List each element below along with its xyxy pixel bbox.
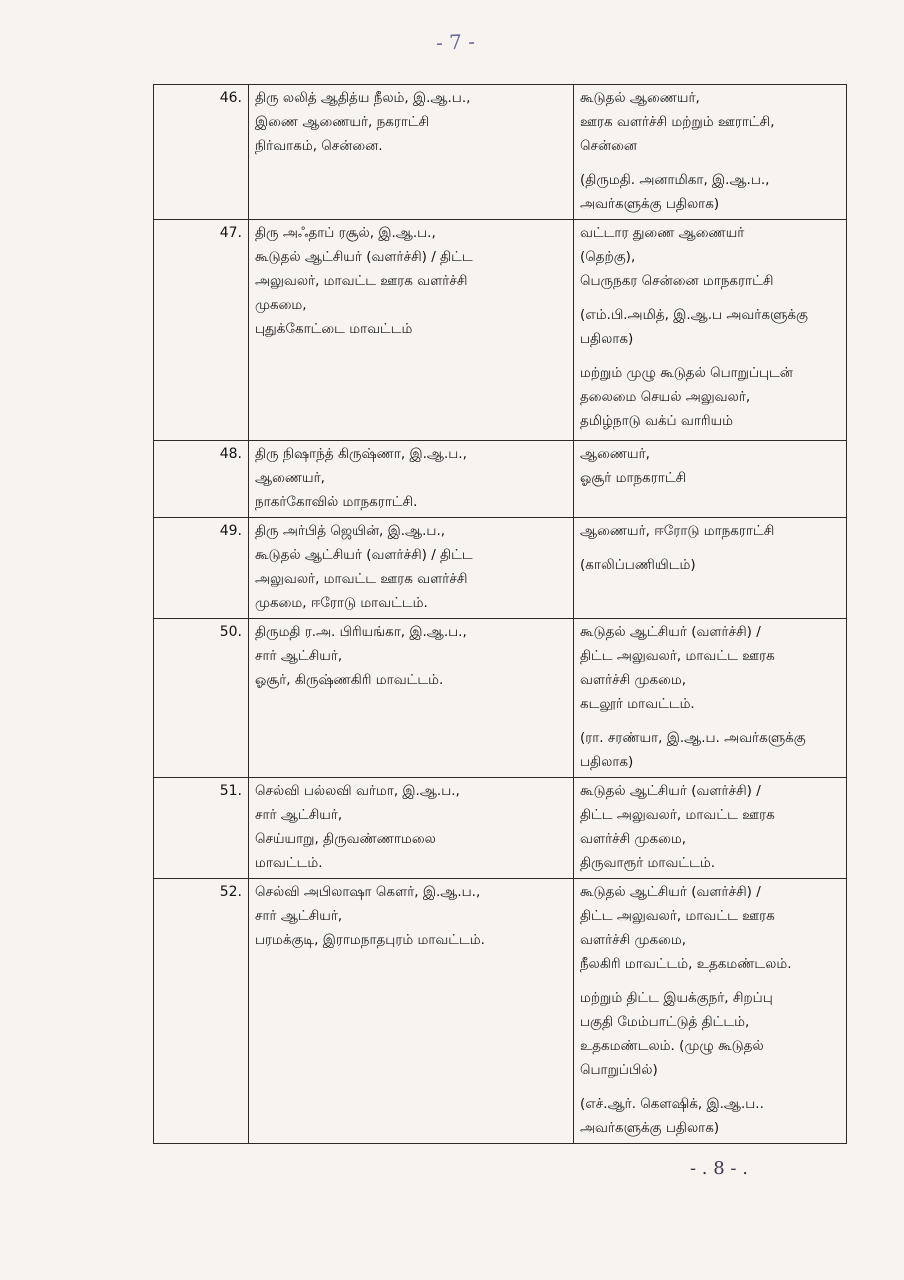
serial-number: 48. xyxy=(154,441,249,518)
posting-line: (தெற்கு), xyxy=(580,249,636,265)
posting-line: பொறுப்பில்) xyxy=(580,1062,658,1078)
officer-line: பரமக்குடி, இராமநாதபுரம் மாவட்டம். xyxy=(255,932,485,948)
officer-line: சார் ஆட்சியர், xyxy=(255,908,343,924)
officer-line: மாவட்டம். xyxy=(255,855,323,871)
posting-line: திட்ட அலுவலர், மாவட்ட ஊரக xyxy=(580,648,775,664)
officer-line: செய்யாறு, திருவண்ணாமலை xyxy=(255,831,436,847)
posting-line: மற்றும் திட்ட இயக்குநர், சிறப்பு xyxy=(580,990,773,1006)
officer-line: நிர்வாகம், சென்னை. xyxy=(255,138,383,154)
posting-line: வட்டார துணை ஆணையர் xyxy=(580,225,745,241)
posting-cell xyxy=(574,619,847,778)
posting-cell xyxy=(574,220,847,441)
posting-line: ஆணையர், xyxy=(580,446,650,462)
posting-cell xyxy=(574,85,847,220)
officer-line: புதுக்கோட்டை மாவட்டம் xyxy=(255,321,413,337)
serial-number: 52. xyxy=(154,879,249,1144)
officer-line: இணை ஆணையர், நகராட்சி xyxy=(255,114,430,130)
serial-number: 47. xyxy=(154,220,249,441)
transfer-table-body xyxy=(154,85,847,1144)
posting-cell xyxy=(574,518,847,619)
officer-line: முகமை, xyxy=(255,297,307,313)
posting-line: மற்றும் முழு கூடுதல் பொறுப்புடன் xyxy=(580,365,793,381)
officer-cell xyxy=(249,879,574,1144)
posting-line: திருவாரூர் மாவட்டம். xyxy=(580,855,716,871)
table-row xyxy=(154,85,847,220)
table-row xyxy=(154,619,847,778)
posting-line: ஆணையர், ஈரோடு மாநகராட்சி xyxy=(580,523,775,539)
posting-line: உதகமண்டலம். (முழு கூடுதல் xyxy=(580,1038,764,1054)
posting-line: கடலூர் மாவட்டம். xyxy=(580,696,695,712)
serial-number: 46. xyxy=(154,85,249,220)
posting-cell xyxy=(574,879,847,1144)
officer-cell xyxy=(249,220,574,441)
posting-line: தமிழ்நாடு வக்ப் வாரியம் xyxy=(580,413,734,429)
posting-line: அவர்களுக்கு பதிலாக) xyxy=(580,1120,720,1136)
officer-cell xyxy=(249,518,574,619)
posting-line: (ரா. சரண்யா, இ.ஆ.ப. அவர்களுக்கு xyxy=(580,730,806,746)
posting-line: ஓசூர் மாநகராட்சி xyxy=(580,470,687,486)
transfer-table xyxy=(153,84,847,1144)
posting-line: வளர்ச்சி முகமை, xyxy=(580,831,687,847)
officer-line: ஓசூர், கிருஷ்ணகிரி மாவட்டம். xyxy=(255,672,444,688)
officer-cell xyxy=(249,778,574,879)
paragraph-gap xyxy=(580,158,840,168)
posting-line: திட்ட அலுவலர், மாவட்ட ஊரக xyxy=(580,908,775,924)
posting-line: கூடுதல் ஆட்சியர் (வளர்ச்சி) / xyxy=(580,884,761,900)
serial-number: 49. xyxy=(154,518,249,619)
officer-line: சார் ஆட்சியர், xyxy=(255,648,343,664)
paragraph-gap xyxy=(580,716,840,726)
paragraph-gap xyxy=(580,543,840,553)
officer-line: நாகர்கோவில் மாநகராட்சி. xyxy=(255,494,418,510)
posting-line: கூடுதல் ஆணையர், xyxy=(580,90,700,106)
posting-line: பெருநகர சென்னை மாநகராட்சி xyxy=(580,273,774,289)
table-row xyxy=(154,441,847,518)
table-row xyxy=(154,518,847,619)
officer-line: செல்வி அபிலாஷா கௌர், இ.ஆ.ப., xyxy=(255,884,481,900)
posting-cell xyxy=(574,441,847,518)
officer-line: முகமை, ஈரோடு மாவட்டம். xyxy=(255,595,428,611)
table-row xyxy=(154,879,847,1144)
officer-line: திரு அஃதாப் ரசூல், இ.ஆ.ப., xyxy=(255,225,436,241)
posting-line: அவர்களுக்கு பதிலாக) xyxy=(580,196,720,212)
officer-line: திரு நிஷாந்த் கிருஷ்ணா, இ.ஆ.ப., xyxy=(255,446,467,462)
posting-line: (காலிப்பணியிடம்) xyxy=(580,557,696,573)
officer-cell xyxy=(249,619,574,778)
posting-line: ஊரக வளர்ச்சி மற்றும் ஊராட்சி, xyxy=(580,114,775,130)
serial-number: 50. xyxy=(154,619,249,778)
posting-line: பதிலாக) xyxy=(580,754,634,770)
officer-line: அலுவலர், மாவட்ட ஊரக வளர்ச்சி xyxy=(255,273,468,289)
officer-cell xyxy=(249,85,574,220)
posting-line: வளர்ச்சி முகமை, xyxy=(580,932,687,948)
page-number: - 7 - xyxy=(435,29,476,55)
officer-line: கூடுதல் ஆட்சியர் (வளர்ச்சி) / திட்ட xyxy=(255,249,473,265)
officer-line: ஆணையர், xyxy=(255,470,325,486)
officer-line: திரு லலித் ஆதித்ய நீலம், இ.ஆ.ப., xyxy=(255,90,471,106)
posting-line: நீலகிரி மாவட்டம், உதகமண்டலம். xyxy=(580,956,792,972)
posting-line: கூடுதல் ஆட்சியர் (வளர்ச்சி) / xyxy=(580,783,761,799)
posting-line: சென்னை xyxy=(580,138,637,154)
posting-line: பகுதி மேம்பாட்டுத் திட்டம், xyxy=(580,1014,750,1030)
paragraph-gap xyxy=(580,1082,840,1092)
posting-line: (எச்.ஆர். கௌஷிக், இ.ஆ.ப.. xyxy=(580,1096,764,1112)
officer-line: கூடுதல் ஆட்சியர் (வளர்ச்சி) / திட்ட xyxy=(255,547,473,563)
serial-number: 51. xyxy=(154,778,249,879)
posting-line: (எம்.பி.அமித், இ.ஆ.ப அவர்களுக்கு xyxy=(580,307,808,323)
paragraph-gap xyxy=(580,351,840,361)
continuation-mark: - . 8 - . xyxy=(690,1158,748,1179)
officer-line: திரு அர்பித் ஜெயின், இ.ஆ.ப., xyxy=(255,523,446,539)
officer-line: திருமதி ர.அ. பிரியங்கா, இ.ஆ.ப., xyxy=(255,624,467,640)
officer-line: சார் ஆட்சியர், xyxy=(255,807,343,823)
paragraph-gap xyxy=(580,976,840,986)
officer-line: அலுவலர், மாவட்ட ஊரக வளர்ச்சி xyxy=(255,571,468,587)
officer-cell xyxy=(249,441,574,518)
posting-line: திட்ட அலுவலர், மாவட்ட ஊரக xyxy=(580,807,775,823)
table-row xyxy=(154,778,847,879)
posting-line: (திருமதி. அனாமிகா, இ.ஆ.ப., xyxy=(580,172,770,188)
posting-line: கூடுதல் ஆட்சியர் (வளர்ச்சி) / xyxy=(580,624,761,640)
table-row xyxy=(154,220,847,441)
posting-line: தலைமை செயல் அலுவலர், xyxy=(580,389,751,405)
posting-line: பதிலாக) xyxy=(580,331,634,347)
paragraph-gap xyxy=(580,293,840,303)
posting-line: வளர்ச்சி முகமை, xyxy=(580,672,687,688)
officer-line: செல்வி பல்லவி வர்மா, இ.ஆ.ப., xyxy=(255,783,460,799)
posting-cell xyxy=(574,778,847,879)
